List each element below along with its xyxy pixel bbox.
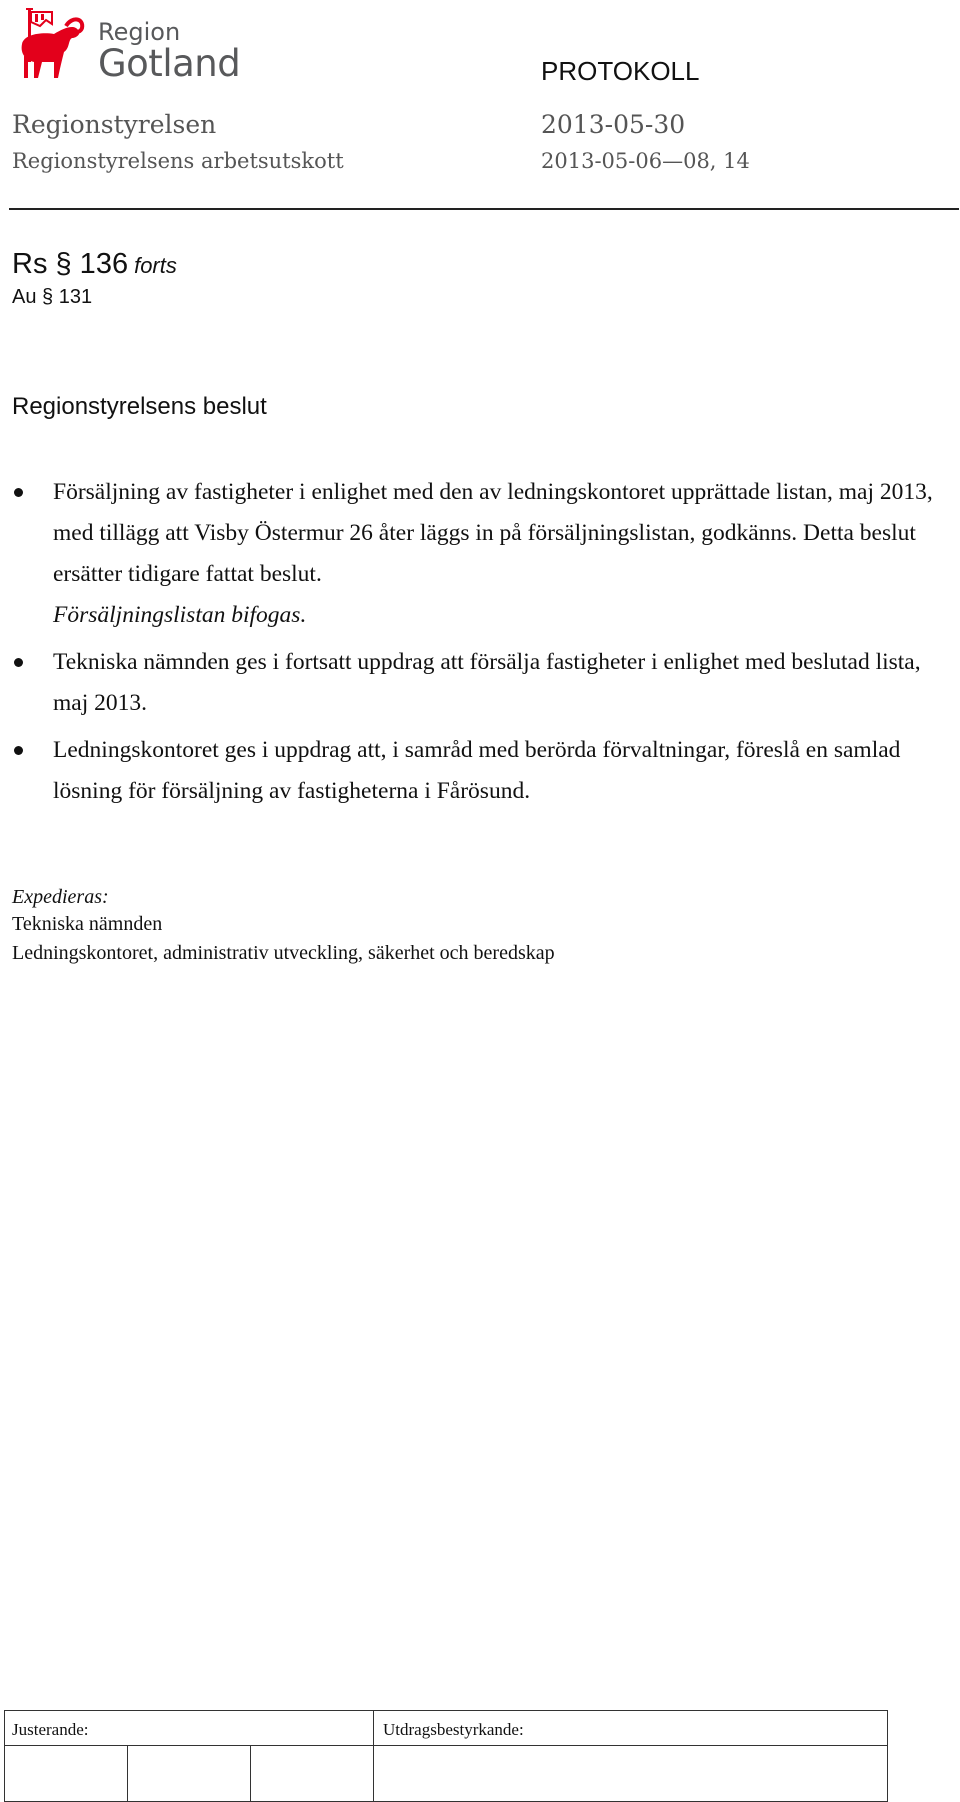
logo-gotland: Gotland: [98, 42, 241, 85]
organ-date: 2013-05-30: [541, 110, 686, 139]
decision-item: [0, 730, 948, 812]
signature-cell: [127, 1745, 251, 1802]
dispatch-recipient: Ledningskontoret, administrativ utveckling, säkerhet och beredskap: [12, 942, 555, 964]
paragraph-number: Rs § 136: [12, 248, 129, 280]
decision-item-note: Försäljningslistan bifogas.: [53, 602, 307, 628]
decision-list: [0, 472, 960, 812]
committee-date: 2013-05-06—08, 14: [541, 149, 750, 173]
committee-name: Regionstyrelsens arbetsutskott: [12, 149, 344, 173]
decision-item-text: Tekniska nämnden ges i fortsatt uppdrag att försälja fastigheter i enlighet med beslutad lista, maj 2013.: [53, 649, 921, 716]
dispatch-recipient: Tekniska nämnden: [12, 913, 163, 935]
region-gotland-logo: [12, 4, 241, 85]
paragraph-reference: Au § 131: [12, 286, 93, 308]
header-divider: [9, 208, 959, 210]
bullet-icon: [14, 746, 23, 755]
decision-item-text: Försäljning av fastigheter i enlighet med den av ledningskontoret upprättade listan, maj 2013, med tillägg att Visby Östermur 26 åter läggs in på försäljningslistan, godkänns. Detta beslut ersätter tidigare fattat beslut.: [53, 479, 933, 587]
certifying-label: Utdragsbestyrkande:: [383, 1720, 524, 1739]
dispatch-label: Expedieras:: [12, 886, 109, 908]
decision-item: [0, 642, 948, 724]
signature-cell: [373, 1745, 888, 1802]
decision-title: Regionstyrelsens beslut: [12, 393, 267, 420]
adjusting-label: Justerande:: [12, 1720, 89, 1739]
bullet-icon: [14, 488, 23, 497]
paragraph-continued: forts: [134, 253, 177, 278]
signature-table: [4, 1710, 888, 1802]
signature-cell: [250, 1745, 374, 1802]
bullet-icon: [14, 658, 23, 667]
decision-item-text: Ledningskontoret ges i uppdrag att, i samråd med berörda förvaltningar, föreslå en samlad lösning för försäljning av fastigheterna i Fårösund.: [53, 737, 901, 804]
organ-name: Regionstyrelsen: [12, 110, 217, 139]
signature-cell: [4, 1745, 128, 1802]
decision-item: [0, 472, 948, 636]
document-type: PROTOKOLL: [541, 56, 700, 86]
logo-region: Region: [98, 18, 181, 46]
ram-emblem-icon: [12, 4, 94, 84]
paragraph-heading: [12, 248, 177, 281]
